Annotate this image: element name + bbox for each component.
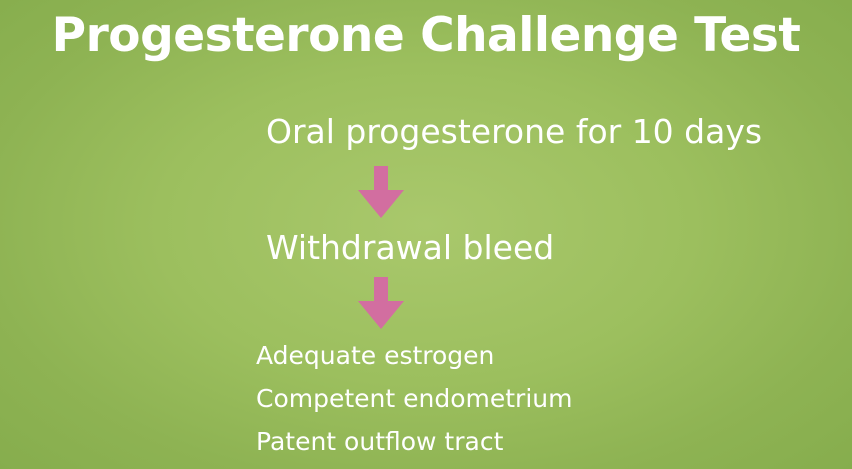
arrow-down-icon (358, 277, 404, 329)
result-adequate-estrogen: Adequate estrogen (256, 341, 495, 370)
step-oral-progesterone: Oral progesterone for 10 days (266, 112, 763, 151)
result-list (256, 334, 572, 463)
result-competent-endometrium: Competent endometrium (256, 384, 573, 413)
slide-title: Progesterone Challenge Test (51, 8, 801, 63)
result-patent-outflow-tract: Patent outflow tract (256, 427, 504, 456)
arrow-down-icon (358, 166, 404, 218)
step-withdrawal-bleed: Withdrawal bleed (266, 228, 555, 267)
